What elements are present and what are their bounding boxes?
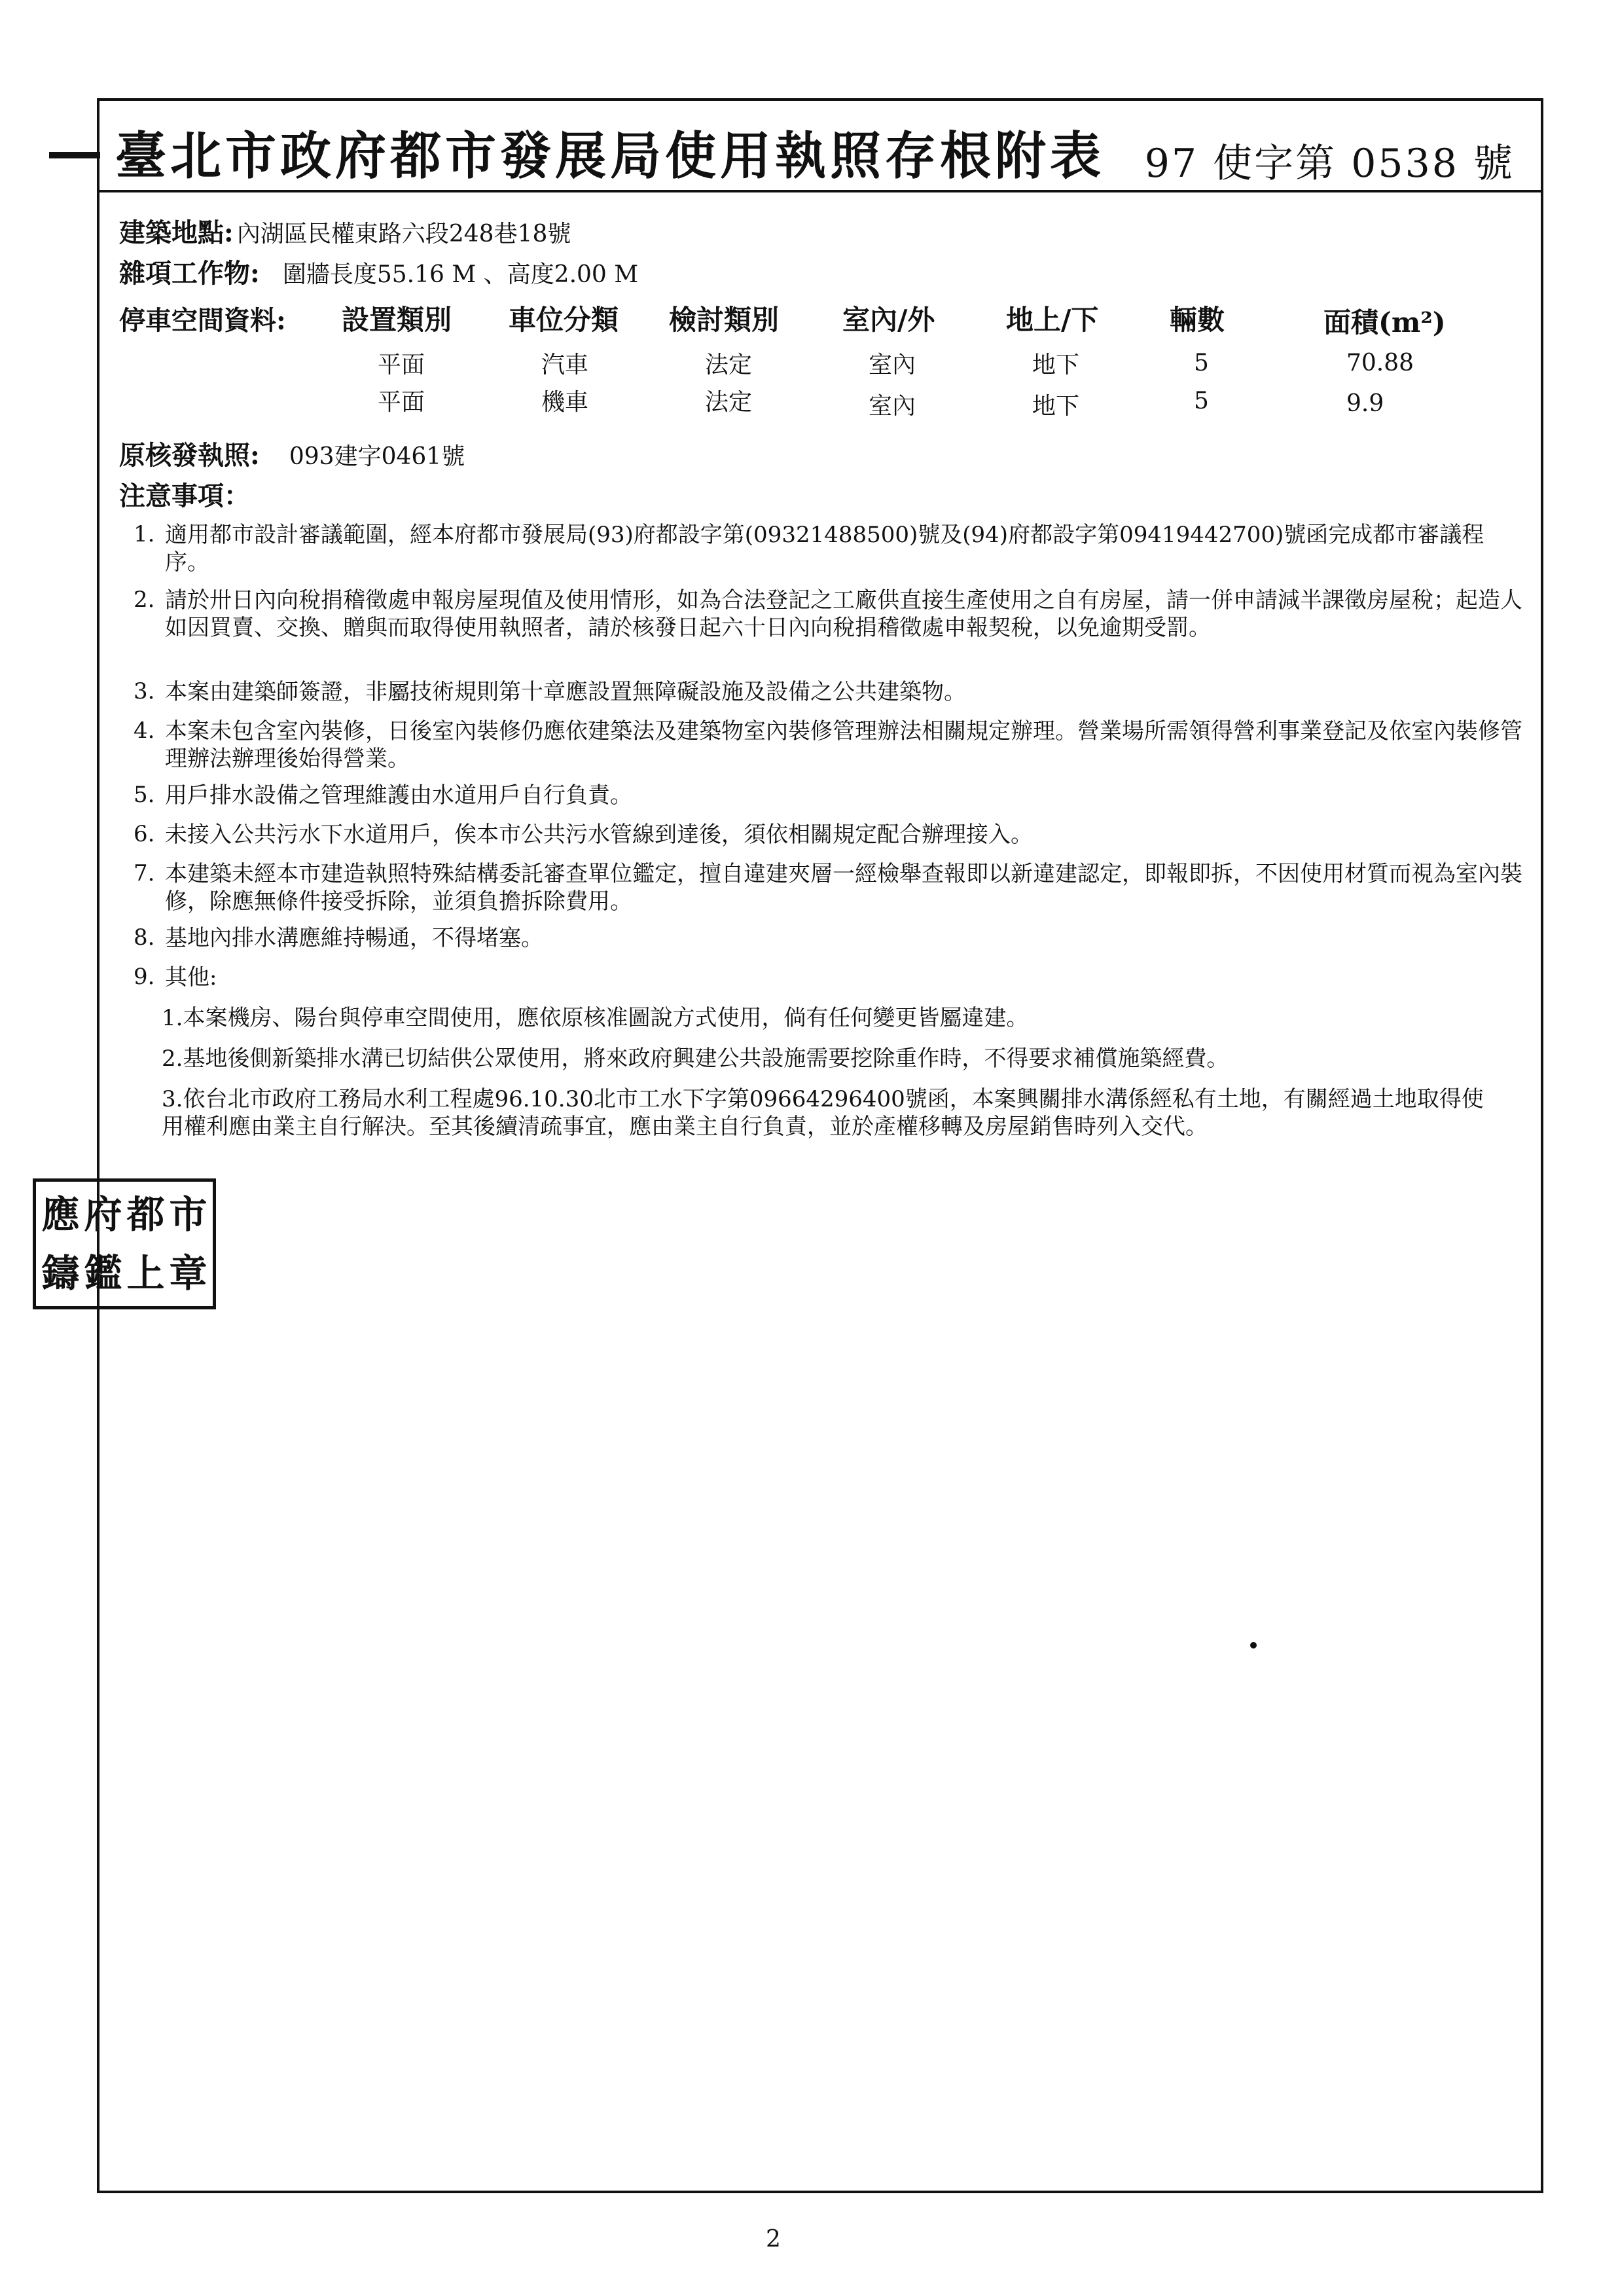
parking-header: 面積(m²) [1323,306,1446,338]
note-number: 6. [134,821,155,847]
document-title: 臺北市政府都市發展局使用執照存根附表 [115,126,1106,186]
seal-char: 鑄 [41,1251,80,1296]
note-number: 5. [134,782,155,808]
note-number: 8. [134,924,155,951]
table-cell: 室內 [869,352,916,378]
table-cell: 平面 [378,389,425,416]
site-label: 建築地點: [119,217,234,248]
table-cell: 地下 [1032,352,1080,378]
permit-number: 97 使字第 0538 號 [1144,141,1515,187]
ink-dot [1250,1642,1257,1649]
seal-char: 府 [84,1192,122,1237]
other-note: 1.本案機房、陽台與停車空間使用，應依原核准圖說方式使用，倘有任何變更皆屬違建。 [162,1005,1029,1031]
misc-work-row [119,253,638,290]
note-text: 請於卅日內向稅捐稽徵處申報房屋現值及使用情形，如為合法登記之工廠供直接生產使用之自有房屋，請一併申請減半課徵房屋稅；起造人如因買賣、交換、贈與而取得使用執照者，請於核發日起六十日內向稅捐稽徵處申報契稅，以免逾期受罰。 [165,587,1522,641]
note-number: 7. [134,860,155,886]
table-cell: 平面 [378,352,425,378]
note-text: 其他: [165,964,217,991]
table-cell: 地下 [1032,393,1080,420]
original-permit-label: 原核發執照: [119,440,260,471]
title-row [99,101,1541,192]
note-text: 本案由建築師簽證，非屬技術規則第十章應設置無障礙設施及設備之公共建築物。 [165,679,966,705]
seal-char: 市 [169,1192,207,1237]
note-number: 3. [134,678,155,704]
parking-header: 檢討類別 [669,304,780,336]
site-value: 內湖區民權東路六段248巷18號 [236,221,571,247]
seal-char: 都 [126,1192,165,1237]
margin-mark [49,152,100,158]
note-text: 未接入公共污水下水道用戶，俟本市公共污水管線到達後，須依相關規定配合辦理接入。 [165,822,1033,848]
parking-header: 輛數 [1170,304,1225,336]
seal-char: 上 [126,1251,165,1296]
note-number: 4. [134,718,155,744]
table-cell: 70.88 [1346,350,1414,376]
table-cell: 5 [1194,388,1209,414]
table-cell: 9.9 [1346,390,1384,417]
misc-work-label: 雜項工作物: [119,258,260,289]
note-number: 9. [134,964,155,990]
misc-work-value: 圍牆長度55.16 M 、高度2.00 M [282,261,639,288]
note-number: 2. [134,587,155,613]
seal-char: 應 [41,1192,80,1237]
table-cell: 汽車 [541,352,589,378]
note-text: 本建築未經本市建造執照特殊結構委託審查單位鑑定，擅自違建夾層一經檢舉查報即以新違建認定，即報即拆，不因使用材質而視為室內裝修，除應無條件接受拆除，並須負擔拆除費用。 [165,861,1522,915]
table-cell: 5 [1194,350,1209,376]
site-row [119,212,571,249]
table-cell: 室內 [869,393,916,420]
original-permit-value: 093建字0461號 [289,443,465,470]
page-number: 2 [766,2226,781,2253]
note-text: 適用都市設計審議範圍，經本府都市發展局(93)府都設字第(09321488500)號及(94)府都設字第09419442700)號函完成都市審議程序。 [165,522,1484,575]
note-text: 基地內排水溝應維持暢通，不得堵塞。 [165,925,543,951]
document-frame [97,98,1543,2193]
seal-char: 鑑 [84,1251,122,1296]
parking-label: 停車空間資料: [119,305,286,336]
original-permit-row [119,435,465,472]
table-cell: 機車 [541,389,589,416]
table-cell: 法定 [705,389,753,416]
note-text: 本案未包含室內裝修，日後室內裝修仍應依建築法及建築物室內裝修管理辦法相關規定辦理。營業場所需領得營利事業登記及依室內裝修管理辦法辦理後始得營業。 [165,718,1522,772]
notes-label: 注意事項： [119,481,250,511]
other-note: 2.基地後側新築排水溝已切結供公眾使用，將來政府興建公共設施需要挖除重作時，不得要求補償施築經費。 [162,1046,1229,1072]
parking-header: 室內/外 [842,304,935,336]
note-text: 用戶排水設備之管理維護由水道用戶自行負責。 [165,782,632,809]
seal-char: 章 [169,1251,207,1296]
note-number: 1. [134,521,155,547]
parking-header: 設置類別 [342,304,452,336]
other-note: 3.依台北市政府工務局水利工程處96.10.30北市工水下字第09664296400號函，本案興關排水溝係經私有土地，有關經過土地取得使用權利應由業主自行解決。至其後續清疏事宜，應由業主自行負責，並於產權移轉及房屋銷售時列入交代。 [162,1086,1484,1140]
parking-header: 地上/下 [1006,304,1099,336]
parking-header: 車位分類 [509,304,619,336]
table-cell: 法定 [705,352,753,378]
official-seal-stamp [33,1178,216,1309]
